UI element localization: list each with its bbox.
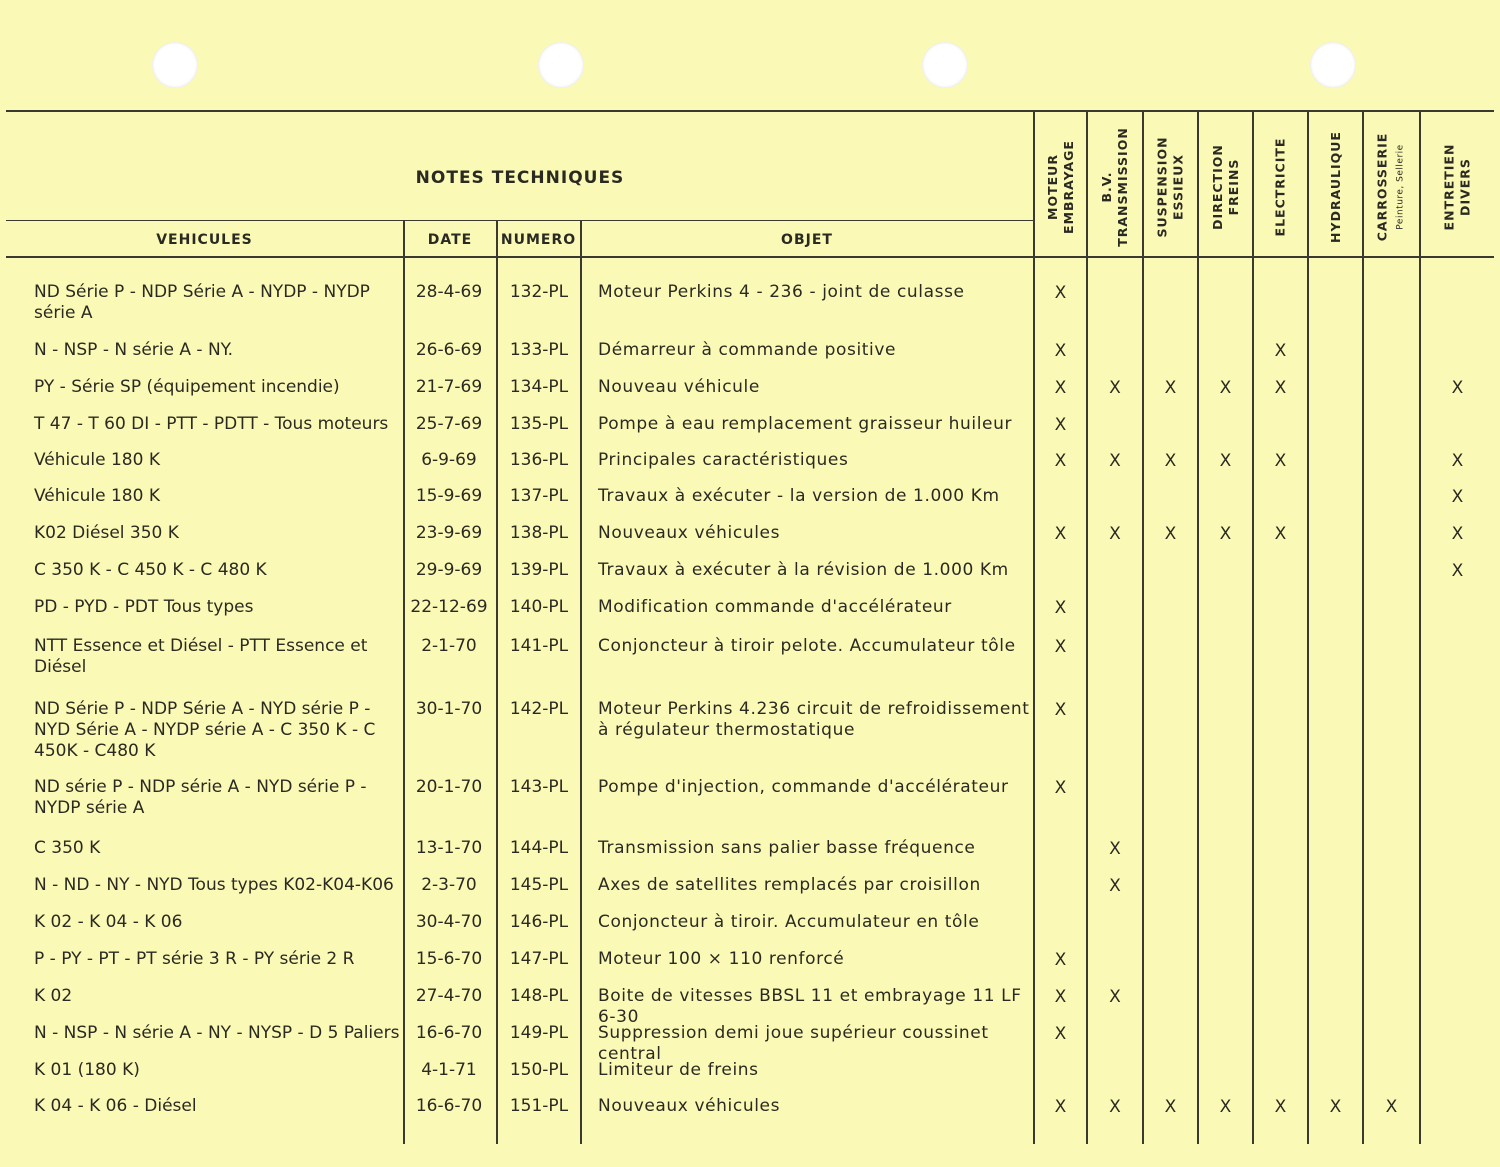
row-date: 26-6-69 xyxy=(415,340,483,360)
category-header-label xyxy=(1045,140,1077,234)
col-header-vehicules: VEHICULES xyxy=(156,232,253,248)
row-vehicule: K 02 - K 04 - K 06 xyxy=(34,912,183,932)
row-date: 15-9-69 xyxy=(415,486,483,506)
row-numero: 135-PL xyxy=(509,414,569,434)
row-vehicule: Véhicule 180 K xyxy=(34,486,160,506)
row-objet: Moteur Perkins 4.236 circuit de refroidissement à régulateur thermostatique xyxy=(598,699,1030,740)
row-objet: Démarreur à commande positive xyxy=(598,340,897,360)
category-line-1: SUSPENSION xyxy=(1154,136,1170,238)
category-mark: X xyxy=(1451,561,1464,581)
row-date: 16-6-70 xyxy=(415,1023,483,1043)
row-numero: 147-PL xyxy=(509,949,569,969)
category-mark: X xyxy=(1274,341,1287,361)
category-mark: X xyxy=(1109,876,1121,896)
row-numero: 132-PL xyxy=(509,282,569,302)
category-mark: X xyxy=(1054,524,1067,544)
category-line-2: ESSIEUX xyxy=(1170,154,1186,220)
category-header xyxy=(1254,118,1307,256)
binder-hole xyxy=(1310,42,1356,88)
table-top-rule xyxy=(6,110,1494,112)
row-date: 15-6-70 xyxy=(415,949,483,969)
row-numero: 133-PL xyxy=(509,340,569,360)
category-mark: X xyxy=(1164,1097,1177,1117)
category-line-1: ELECTRICITE xyxy=(1272,137,1288,237)
category-mark: X xyxy=(1054,415,1067,435)
category-header xyxy=(1088,118,1142,256)
row-date: 2-3-70 xyxy=(421,875,477,895)
row-vehicule: NTT Essence et Diésel - PTT Essence et Diésel xyxy=(34,636,368,677)
category-header xyxy=(1035,118,1086,256)
row-numero: 145-PL xyxy=(509,875,569,895)
row-numero: 148-PL xyxy=(509,986,569,1006)
row-objet: Modification commande d'accélérateur xyxy=(598,597,952,617)
category-mark: X xyxy=(1054,341,1067,361)
category-mark: X xyxy=(1109,839,1121,859)
category-mark: X xyxy=(1109,1097,1121,1117)
category-line-2: Peinture, Sellerie xyxy=(1395,144,1406,230)
category-mark: X xyxy=(1164,524,1177,544)
category-mark: X xyxy=(1109,987,1121,1007)
row-objet: Nouveaux véhicules xyxy=(598,523,781,543)
category-mark: X xyxy=(1219,1097,1232,1117)
category-line-1: CARROSSERIE xyxy=(1374,132,1390,242)
category-header-label xyxy=(1375,133,1409,242)
category-header-label xyxy=(1328,131,1344,243)
row-vehicule: K02 Diésel 350 K xyxy=(34,523,179,543)
category-header xyxy=(1421,118,1494,256)
row-date: 27-4-70 xyxy=(415,986,483,1006)
row-date: 23-9-69 xyxy=(415,523,483,543)
col-divider xyxy=(1252,112,1254,1144)
row-date: 2-1-70 xyxy=(421,636,477,656)
category-mark: X xyxy=(1054,637,1067,657)
row-objet: Transmission sans palier basse fréquence xyxy=(598,838,976,858)
row-date: 16-6-70 xyxy=(415,1096,483,1116)
row-numero: 136-PL xyxy=(509,450,569,470)
row-numero: 143-PL xyxy=(509,777,569,797)
row-vehicule: K 01 (180 K) xyxy=(34,1060,140,1080)
col-header-objet: OBJET xyxy=(781,232,833,248)
category-mark: X xyxy=(1054,378,1067,398)
col-divider xyxy=(1197,112,1199,1144)
category-line-1: HYDRAULIQUE xyxy=(1327,131,1343,243)
row-objet: Principales caractéristiques xyxy=(598,450,849,470)
category-mark: X xyxy=(1054,1097,1067,1117)
category-mark: X xyxy=(1329,1097,1342,1117)
row-date: 22-12-69 xyxy=(410,597,488,617)
row-vehicule: ND Série P - NDP Série A - NYD série P - NYD Série A - NYDP série A - C 350 K - C 450K - C480 K xyxy=(34,699,376,761)
header-bottom-rule xyxy=(6,256,1494,258)
category-line-1: ENTRETIEN xyxy=(1441,143,1457,231)
category-mark: X xyxy=(1109,451,1121,471)
row-objet: Limiteur de freins xyxy=(598,1060,759,1080)
category-mark: X xyxy=(1219,378,1232,398)
row-vehicule: T 47 - T 60 DI - PTT - PDTT - Tous moteurs xyxy=(34,414,389,434)
category-line-1: MOTEUR xyxy=(1044,154,1060,220)
row-date: 13-1-70 xyxy=(415,838,483,858)
row-objet: Suppression demi joue supérieur coussinet central xyxy=(598,1023,989,1064)
category-mark: X xyxy=(1054,283,1067,303)
category-mark: X xyxy=(1054,700,1067,720)
category-mark: X xyxy=(1451,378,1464,398)
binder-hole xyxy=(152,42,198,88)
category-mark: X xyxy=(1054,778,1067,798)
row-numero: 141-PL xyxy=(509,636,569,656)
table-title: NOTES TECHNIQUES xyxy=(415,168,625,188)
row-numero: 137-PL xyxy=(509,486,569,506)
col-divider xyxy=(1362,112,1364,1144)
category-mark: X xyxy=(1274,378,1287,398)
category-mark: X xyxy=(1274,451,1287,471)
row-vehicule: C 350 K - C 450 K - C 480 K xyxy=(34,560,267,580)
row-objet: Moteur Perkins 4 - 236 - joint de culasse xyxy=(598,282,965,302)
row-date: 29-9-69 xyxy=(415,560,483,580)
row-date: 28-4-69 xyxy=(415,282,483,302)
row-vehicule: ND série P - NDP série A - NYD série P - NYDP série A xyxy=(34,777,367,818)
category-mark: X xyxy=(1274,1097,1287,1117)
row-objet: Nouveaux véhicules xyxy=(598,1096,781,1116)
category-mark: X xyxy=(1274,524,1287,544)
row-objet: Pompe à eau remplacement graisseur huileur xyxy=(598,414,1013,434)
row-vehicule: K 02 xyxy=(34,986,73,1006)
col-divider xyxy=(580,220,582,1144)
row-vehicule: K 04 - K 06 - Diésel xyxy=(34,1096,197,1116)
category-header xyxy=(1199,118,1252,256)
row-vehicule: P - PY - PT - PT série 3 R - PY série 2 R xyxy=(34,949,355,969)
row-vehicule: N - NSP - N série A - NY. xyxy=(34,340,234,360)
row-date: 30-4-70 xyxy=(415,912,483,932)
row-numero: 144-PL xyxy=(509,838,569,858)
category-mark: X xyxy=(1054,950,1067,970)
category-header xyxy=(1309,118,1362,256)
row-date: 25-7-69 xyxy=(415,414,483,434)
category-header xyxy=(1364,118,1419,256)
category-line-1: B.V. xyxy=(1099,171,1114,203)
category-mark: X xyxy=(1164,378,1177,398)
category-mark: X xyxy=(1219,451,1232,471)
category-header xyxy=(1144,118,1197,256)
row-objet: Nouveau véhicule xyxy=(598,377,760,397)
category-mark: X xyxy=(1451,451,1464,471)
row-vehicule: PD - PYD - PDT Tous types xyxy=(34,597,254,617)
category-mark: X xyxy=(1219,524,1232,544)
row-objet: Travaux à exécuter - la version de 1.000 Km xyxy=(598,486,1000,506)
row-vehicule: PY - Série SP (équipement incendie) xyxy=(34,377,340,397)
row-objet: Boite de vitesses BBSL 11 et embrayage 11 LF 6-30 xyxy=(598,986,1022,1027)
row-objet: Moteur 100 × 110 renforcé xyxy=(598,949,845,969)
row-numero: 151-PL xyxy=(509,1096,569,1116)
col-divider xyxy=(1419,112,1421,1144)
row-objet: Axes de satellites remplacés par croisillon xyxy=(598,875,981,895)
binder-hole xyxy=(538,42,584,88)
row-vehicule: N - ND - NY - NYD Tous types K02-K04-K06 xyxy=(34,875,394,895)
row-vehicule: N - NSP - N série A - NY - NYSP - D 5 Paliers xyxy=(34,1023,400,1043)
category-header-label xyxy=(1273,138,1289,237)
row-date: 21-7-69 xyxy=(415,377,483,397)
category-line-2: DIVERS xyxy=(1457,158,1473,216)
category-mark: X xyxy=(1451,487,1464,507)
row-vehicule: Véhicule 180 K xyxy=(34,450,160,470)
row-vehicule: ND Série P - NDP Série A - NYDP - NYDP série A xyxy=(34,282,370,323)
category-header-label xyxy=(1442,144,1474,231)
row-numero: 134-PL xyxy=(509,377,569,397)
row-vehicule: C 350 K xyxy=(34,838,101,858)
category-mark: X xyxy=(1164,451,1177,471)
col-header-numero: NUMERO xyxy=(500,232,577,248)
category-header-label xyxy=(1155,136,1187,237)
row-objet: Travaux à exécuter à la révision de 1.000 Km xyxy=(598,560,1009,580)
category-line-2: EMBRAYAGE xyxy=(1060,140,1076,234)
row-objet: Conjoncteur à tiroir. Accumulateur en tôle xyxy=(598,912,980,932)
header-column-rule xyxy=(6,220,1034,221)
category-mark: X xyxy=(1385,1097,1398,1117)
category-header-label xyxy=(1210,144,1242,230)
category-mark: X xyxy=(1451,524,1464,544)
category-mark: X xyxy=(1109,378,1121,398)
row-objet: Conjoncteur à tiroir pelote. Accumulateur tôle xyxy=(598,636,1016,656)
row-numero: 139-PL xyxy=(509,560,569,580)
binder-hole xyxy=(922,42,968,88)
category-line-2: FREINS xyxy=(1225,158,1241,216)
row-date: 6-9-69 xyxy=(421,450,477,470)
category-line-1: DIRECTION xyxy=(1209,144,1225,230)
row-numero: 150-PL xyxy=(509,1060,569,1080)
category-mark: X xyxy=(1054,598,1067,618)
category-mark: X xyxy=(1109,524,1121,544)
row-numero: 149-PL xyxy=(509,1023,569,1043)
category-mark: X xyxy=(1054,451,1067,471)
row-numero: 146-PL xyxy=(509,912,569,932)
row-date: 4-1-71 xyxy=(421,1060,477,1080)
category-mark: X xyxy=(1054,987,1067,1007)
row-date: 20-1-70 xyxy=(415,777,483,797)
col-divider xyxy=(1307,112,1309,1144)
category-line-2: TRANSMISSION xyxy=(1115,127,1130,247)
col-divider xyxy=(1142,112,1144,1144)
row-numero: 140-PL xyxy=(509,597,569,617)
category-mark: X xyxy=(1054,1024,1067,1044)
row-numero: 138-PL xyxy=(509,523,569,543)
col-header-date: DATE xyxy=(427,232,473,248)
row-date: 30-1-70 xyxy=(415,699,483,719)
row-numero: 142-PL xyxy=(509,699,569,719)
category-header-label xyxy=(1099,127,1131,247)
row-objet: Pompe d'injection, commande d'accélérateur xyxy=(598,777,1009,797)
